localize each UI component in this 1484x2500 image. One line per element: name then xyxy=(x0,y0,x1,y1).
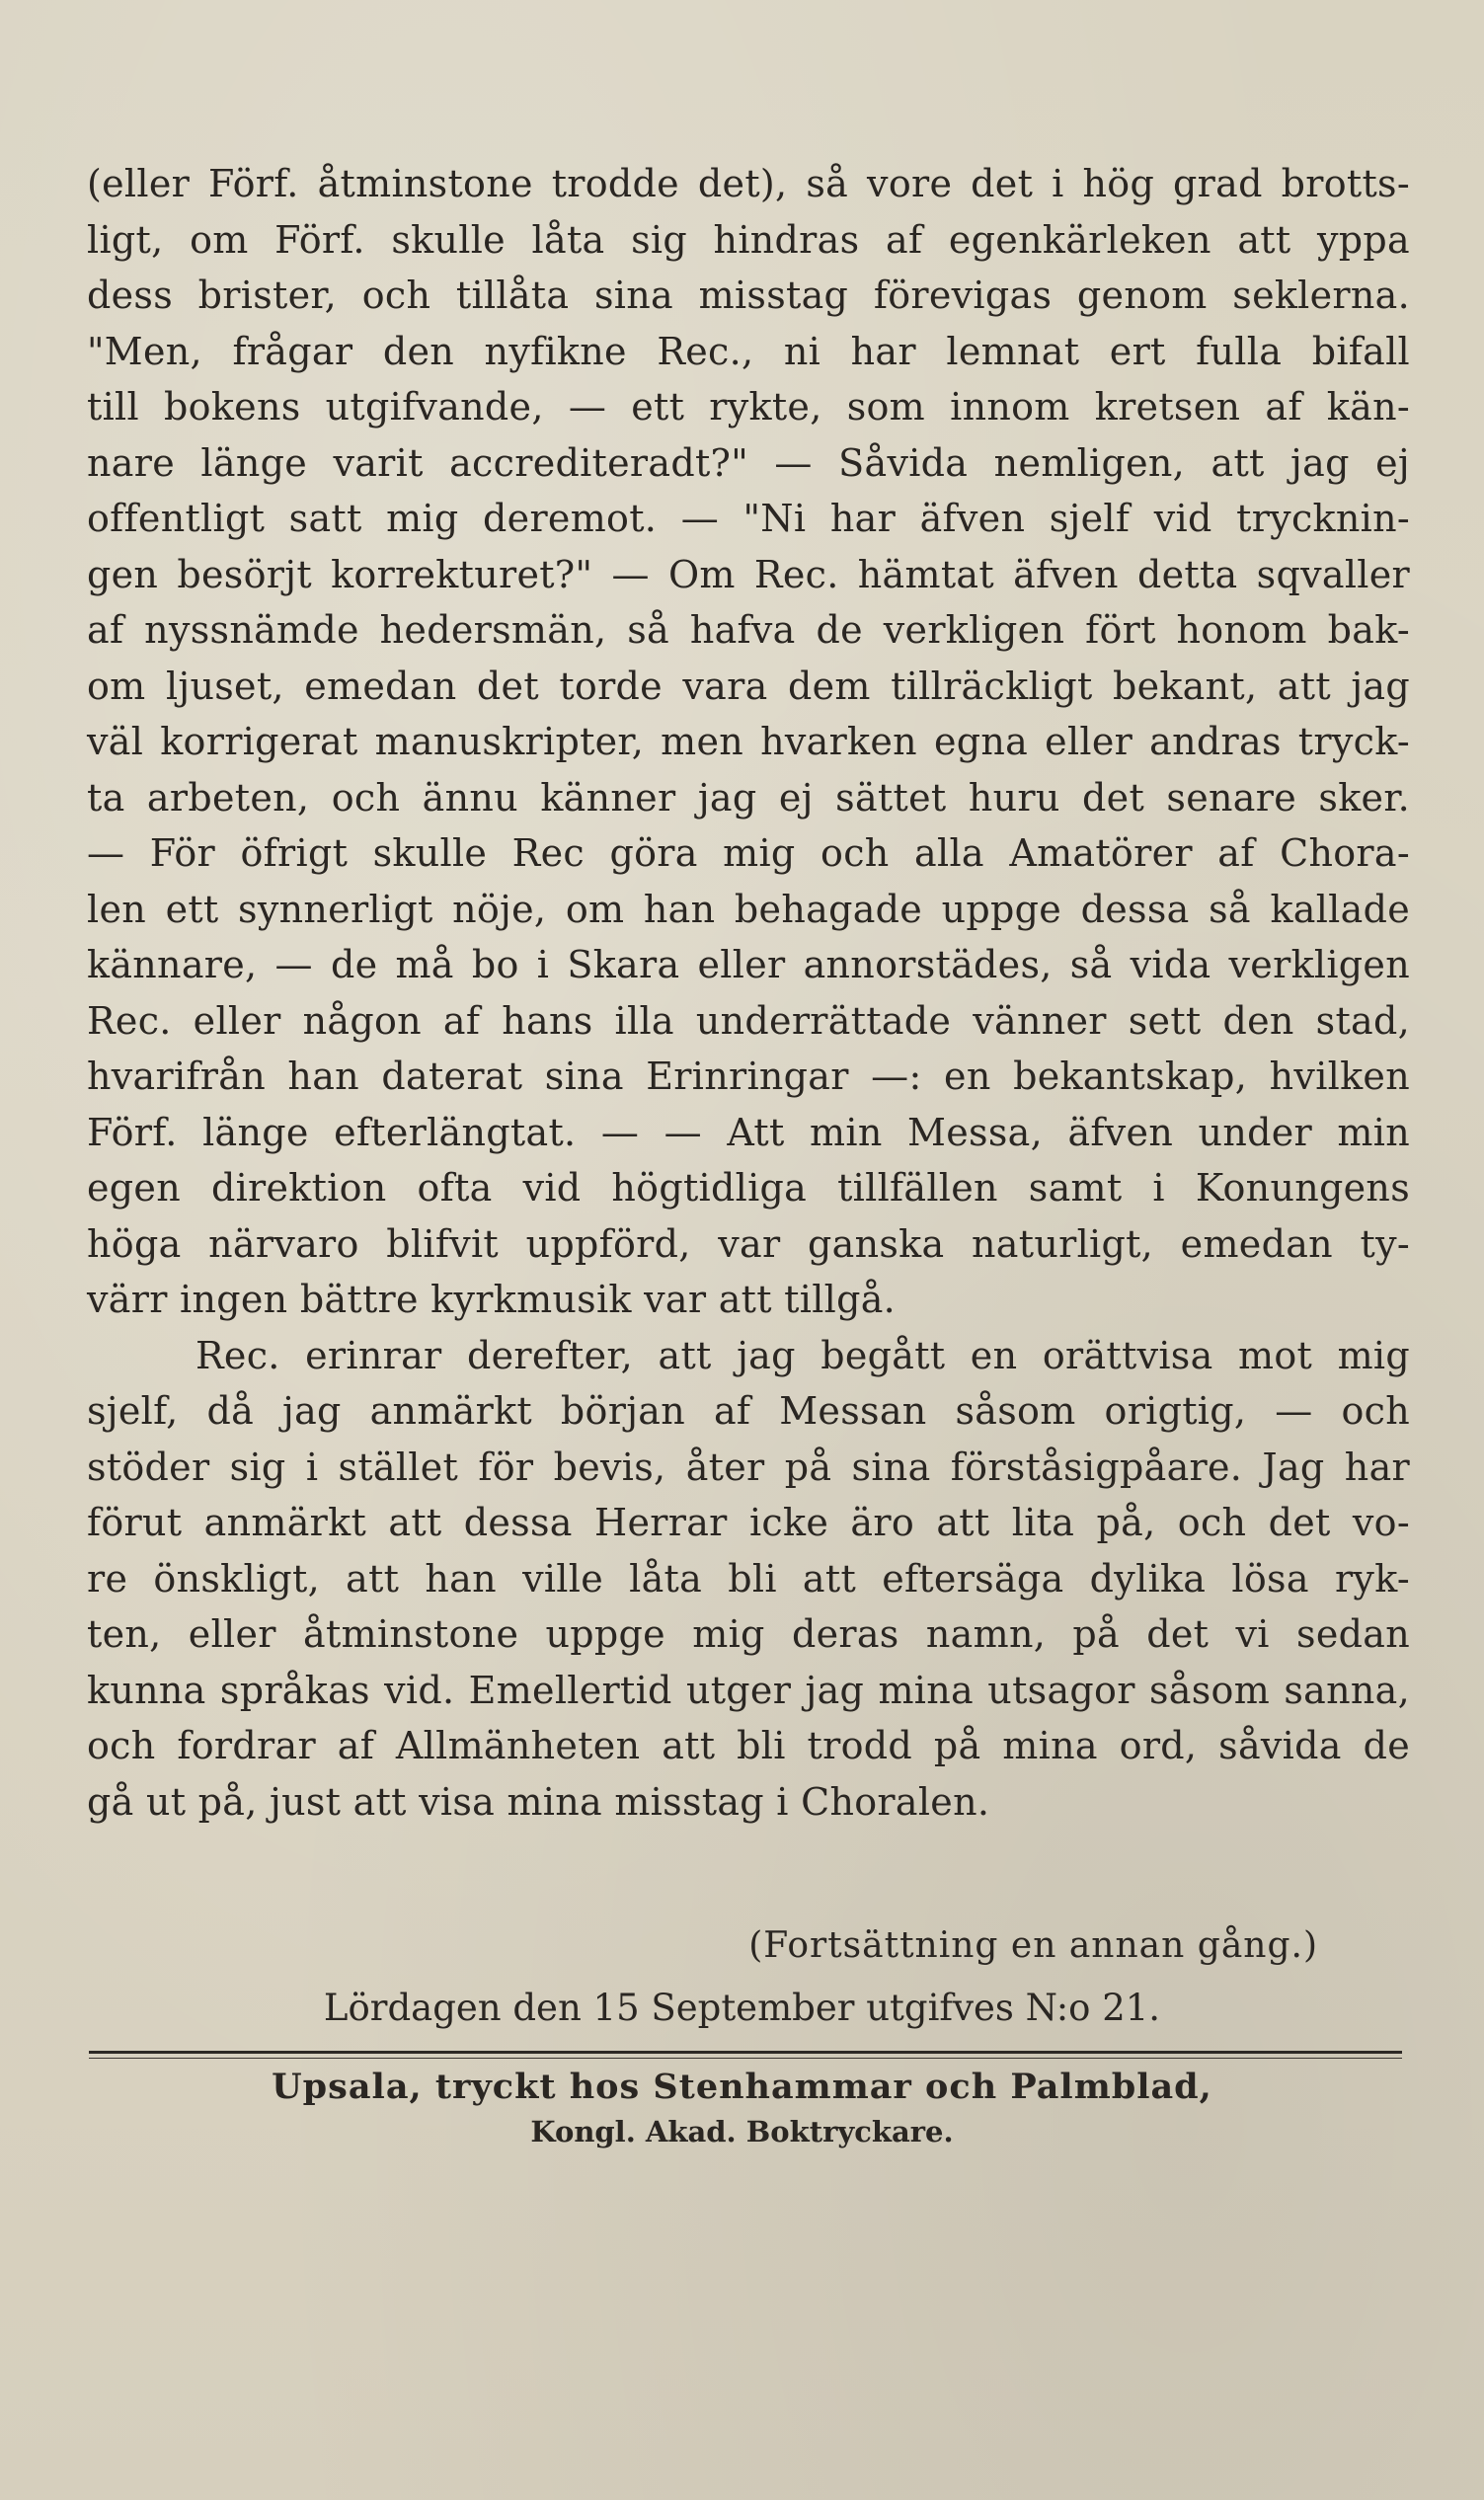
body-line: kännare, — de må bo i Skara eller annorstädes, så vida verkligen xyxy=(87,943,1410,986)
body-line-paragraph-end: värr ingen bättre kyrkmusik var att tillgå. xyxy=(87,1278,897,1321)
body-line: ligt, om Förf. skulle låta sig hindras af egenkärleken att yppa xyxy=(87,217,1410,262)
body-line: dess brister, och tillåta sina misstag förevigas genom seklerna. xyxy=(87,273,1410,317)
body-line: om ljuset, emedan det torde vara dem tillräckligt bekant, att jag xyxy=(87,664,1410,708)
body-line: ten, eller åtminstone uppge mig deras namn, på det vi sedan xyxy=(87,1612,1410,1656)
body-line-paragraph-start: Rec. erinrar derefter, att jag begått en orättvisa mot mig xyxy=(195,1333,1410,1377)
body-line: ta arbeten, och ännu känner jag ej sättet huru det senare sker. xyxy=(87,775,1410,820)
body-line: (eller Förf. åtminstone trodde det), så vore det i hög grad brotts- xyxy=(87,162,1410,205)
body-line: gen besörjt korrekturet?" — Om Rec. hämtat äfven detta sqvaller xyxy=(87,552,1410,596)
body-line: Rec. eller någon af hans illa underrättade vänner sett den stad, xyxy=(87,998,1410,1043)
next-issue-notice: Lördagen den 15 September utgifves N:o 21. xyxy=(323,1987,1161,2029)
body-line: af nyssnämde hedersmän, så hafva de verkligen fört honom bak- xyxy=(87,608,1410,652)
body-line: Förf. länge efterlängtat. — — Att min Messa, äfven under min xyxy=(87,1110,1410,1154)
body-line: väl korrigerat manuskripter, men hvarken egna eller andras tryck- xyxy=(87,720,1410,763)
body-line: till bokens utgifvande, — ett rykte, som innom kretsen af kän- xyxy=(87,385,1410,429)
body-line: offentligt satt mig deremot. — "Ni har äfven sjelf vid trycknin- xyxy=(87,497,1410,540)
printer-title: Kongl. Akad. Boktryckare. xyxy=(530,2115,954,2148)
body-line: re önskligt, att han ville låta bli att eftersäga dylika lösa ryk- xyxy=(87,1556,1410,1601)
body-line: höga närvaro blifvit uppförd, var ganska naturligt, emedan ty- xyxy=(87,1221,1410,1266)
body-line: hvarifrån han daterat sina Erinringar —: en bekantskap, hvilken xyxy=(87,1055,1410,1098)
body-line: förut anmärkt att dessa Herrar icke äro att lita på, och det vo- xyxy=(87,1501,1410,1544)
body-line: — För öfrigt skulle Rec göra mig och alla Amatörer af Chora- xyxy=(87,831,1410,875)
body-line: sjelf, då jag anmärkt början af Messan såsom origtig, — och xyxy=(87,1389,1410,1433)
body-line: egen direktion ofta vid högtidliga tillfällen samt i Konungens xyxy=(87,1166,1410,1210)
body-line: len ett synnerligt nöje, om han behagade uppge dessa så kallade xyxy=(87,887,1410,931)
body-line: kunna språkas vid. Emellertid utger jag mina utsagor såsom sanna, xyxy=(87,1668,1410,1712)
continuation-note: (Fortsättning en annan gång.) xyxy=(748,1925,1318,1966)
divider-thin xyxy=(89,2058,1402,2059)
body-text xyxy=(87,156,1410,1830)
body-line: "Men, frågar den nyfikne Rec., ni har lemnat ert fulla bifall xyxy=(87,329,1410,373)
divider-thick xyxy=(89,2051,1402,2054)
body-line: nare länge varit accrediteradt?" — Såvida nemligen, att jag ej xyxy=(87,440,1410,485)
body-line: stöder sig i stället för bevis, åter på sina förståsigpåare. Jag har xyxy=(87,1445,1410,1489)
printer-imprint: Upsala, tryckt hos Stenhammar och Palmblad, xyxy=(272,2067,1212,2107)
body-line: och fordrar af Allmänheten att bli trodd på mina ord, såvida de xyxy=(87,1724,1410,1767)
body-line-last: gå ut på, just att visa mina misstag i Choralen. xyxy=(87,1779,990,1824)
